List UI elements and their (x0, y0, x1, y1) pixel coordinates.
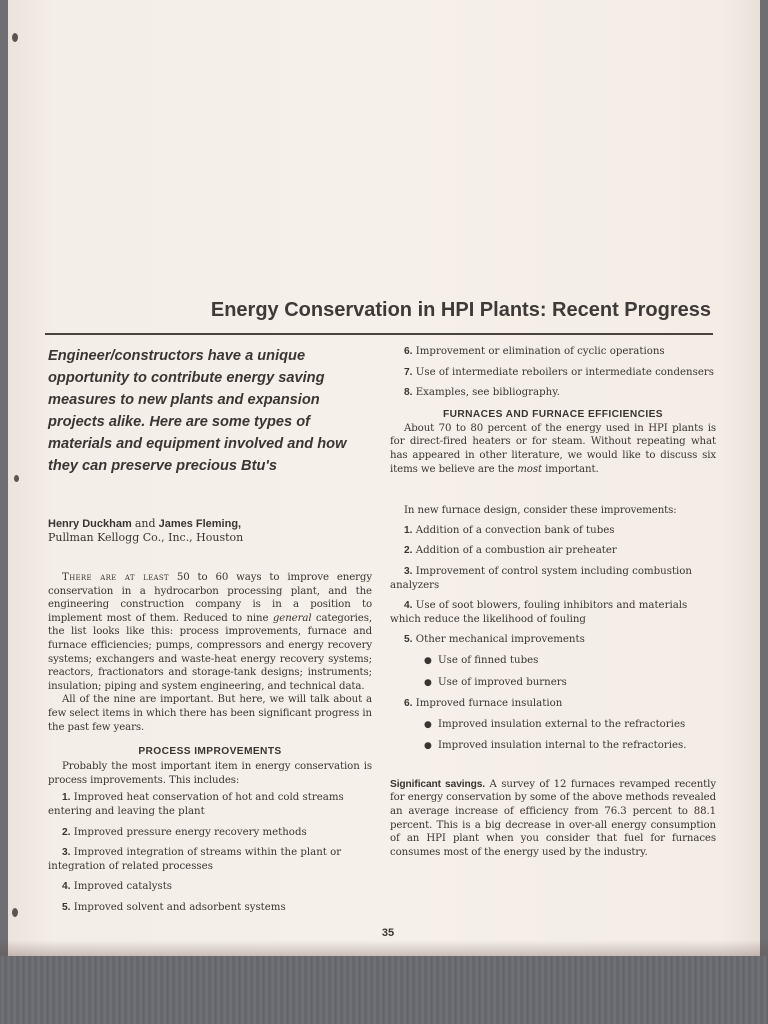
article-deck: Engineer/constructors have a unique opportunity to contribute energy saving measures to new plants and expansion projects alike. Here are some types of materials and equipment involved and how they can preserve precious Btu's (48, 348, 347, 474)
furnace-design-intro: In new furnace design, consider these improvements: (404, 505, 677, 517)
list-item: 5. Other mechanical improvements (404, 634, 585, 646)
list-item: 1. Improved heat conservation of hot and cold streams entering and leaving the plant (48, 792, 344, 817)
significant-savings-paragraph: Significant savings. A survey of 12 furnaces revamped recently for energy conservation by some of the above methods revealed an average increase of efficiency from 76.3 percent to 88.1 percent. This is a big decrease in over-all energy consumption of an HPI plant when you consider that fuel for furnaces consumes most of the energy used by the industry. (390, 778, 716, 858)
right-column (390, 345, 716, 859)
bullet-item: ● Use of finned tubes (390, 654, 716, 669)
run-in-heading: Significant savings. (390, 778, 486, 790)
binding-mark (12, 908, 18, 917)
process-intro: Probably the most important item in energy conservation is process improvements. This includes: (48, 761, 372, 786)
author-conjunction: and (134, 517, 156, 530)
author-2: James Fleming, (158, 518, 242, 530)
list-item: 5. Improved solvent and adsorbent systems (62, 901, 286, 913)
magazine-page (8, 0, 760, 956)
bullet-icon: ● (424, 655, 432, 666)
page-number: 35 (381, 927, 395, 939)
list-item: 3. Improvement of control system including combustion analyzers (390, 565, 692, 591)
list-item: 8. Examples, see bibliography. (404, 387, 560, 399)
byline (48, 517, 372, 545)
bullet-icon: ● (424, 719, 432, 730)
binding-mark (12, 33, 18, 42)
section-heading-process: PROCESS IMPROVEMENTS (138, 746, 282, 758)
intro-text: 50 to 60 ways to improve energy conservation in a hydrocarbon processing plant, and the engineering construction company is in a position to implement most of them. Reduced to nine (48, 572, 372, 624)
article-title: Energy Conservation in HPI Plants: Recent Progress (210, 299, 711, 321)
scanner-bed (0, 956, 768, 1024)
author-1: Henry Duckham (48, 518, 132, 530)
list-item: 2. Addition of a combustion air preheater (404, 545, 617, 557)
bullet-icon: ● (424, 677, 432, 688)
bullet-item: ● Use of improved burners (390, 676, 716, 691)
section-heading-furnaces: FURNACES AND FURNACE EFFICIENCIES (443, 408, 663, 420)
list-item: 6. Improvement or elimination of cyclic operations (404, 346, 665, 357)
list-item: 4. Use of soot blowers, fouling inhibitors and materials which reduce the likelihood of fouling (390, 600, 688, 625)
list-item: 4. Improved catalysts (62, 881, 173, 893)
binding-mark (14, 475, 19, 482)
intro-paragraph (48, 571, 372, 693)
lead-in: There are at least (62, 572, 169, 583)
list-item: 1. Addition of a convection bank of tubes (404, 524, 615, 536)
list-item: 3. Improved integration of streams within the plant or integration of related processes (48, 847, 342, 872)
list-item: 2. Improved pressure energy recovery methods (62, 826, 307, 838)
author-affiliation: Pullman Kellogg Co., Inc., Houston (48, 531, 244, 544)
title-rule (45, 333, 713, 335)
furnaces-paragraph: About 70 to 80 percent of the energy used in HPI plants is for direct-fired heaters or for steam. Without repeating what has appeared in other literature, we would like to discuss six items we believe are the most important. (390, 422, 716, 475)
intro-emphasis: general (272, 612, 312, 624)
author-names (48, 517, 372, 531)
intro-paragraph-2: All of the nine are important. But here, we will talk about a few select items in which there has been significant progress in the past few years. (48, 694, 372, 733)
intro-text-2: categories, the list looks like this: process improvements, furnace and furnace efficiencies; pumps, compressors and energy recovery systems; exchangers and waste-heat energy recovery systems; reactors, fractionators and storage-tank designs; instruments; insulation; piping and system engineering, and technical data. (48, 612, 372, 692)
list-item: 7. Use of intermediate reboilers or intermediate condensers (404, 366, 714, 378)
bullet-icon: ● (424, 741, 432, 752)
bullet-item: ● Improved insulation external to the refractories (390, 718, 716, 733)
bullet-item: ● Improved insulation internal to the refractories. (390, 739, 716, 754)
list-item: 6. Improved furnace insulation (404, 698, 563, 710)
left-column (48, 345, 372, 914)
